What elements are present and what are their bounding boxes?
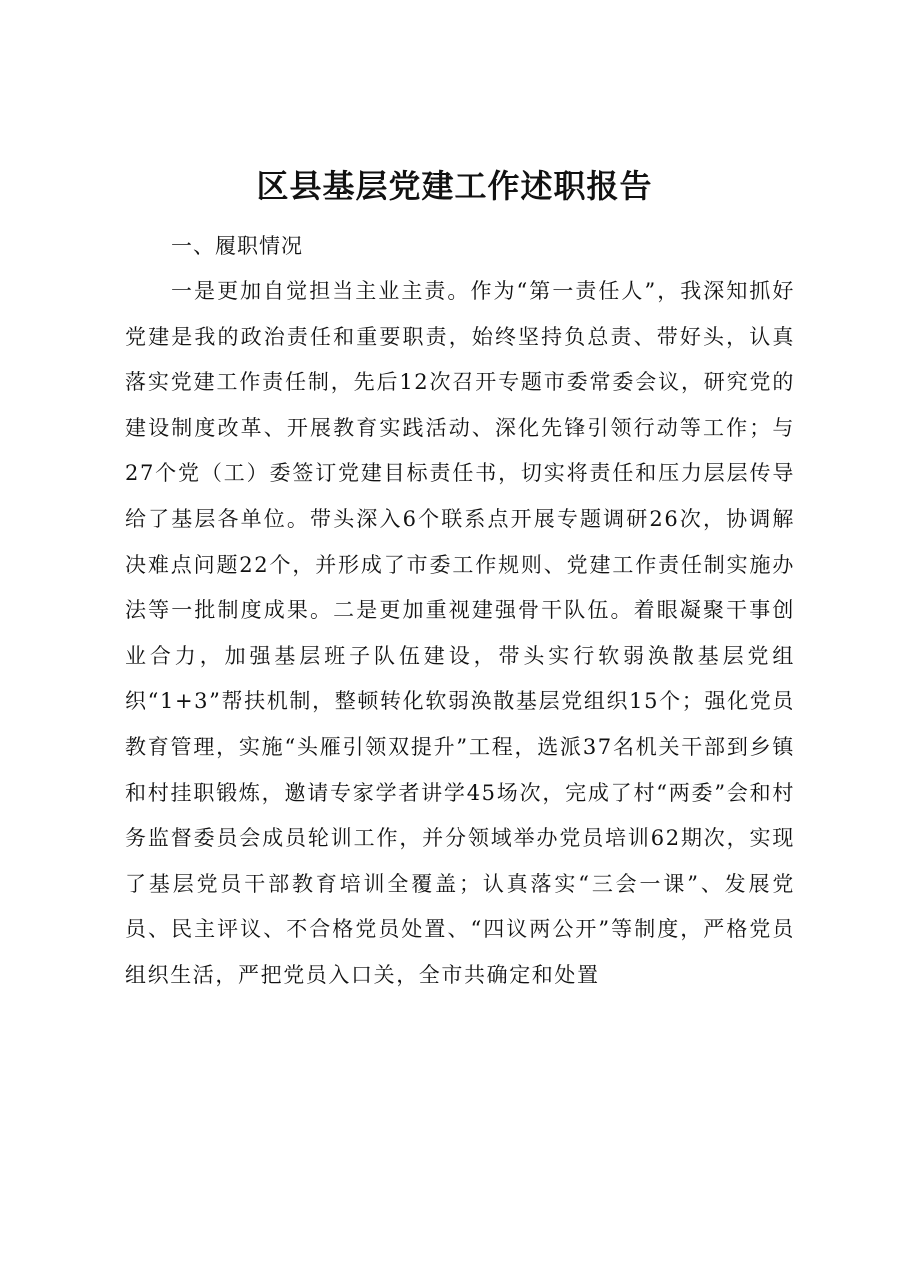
body-paragraph: 一是更加自觉担当主业主责。作为“第一责任人”，我深知抓好党建是我的政治责任和重要职责，始终坚持负总责、带好头，认真落实党建工作责任制，先后12次召开专题市委常委会议，研究党的建设制度改革、开展教育实践活动、深化先锋引领行动等工作；与27个党（工）委签订党建目标责任书，切实将责任和压力层层传导给了基层各单位。带头深入6个联系点开展专题调研26次，协调解决难点问题22个，并形成了市委工作规则、党建工作责任制实施办法等一批制度成果。二是更加重视建强骨干队伍。着眼凝聚干事创业合力，加强基层班子队伍建设，带头实行软弱涣散基层党组织“1+3”帮扶机制，整顿转化软弱涣散基层党组织15个；强化党员教育管理，实施“头雁引领双提升”工程，选派37名机关干部到乡镇和村挂职锻炼，邀请专家学者讲学45场次，完成了村“两委”会和村务监督委员会成员轮训工作，并分领域举办党员培训62期次，实现了基层党员干部教育培训全覆盖；认真落实“三会一课”、发展党员、民主评议、不合格党员处置、“四议两公开”等制度，严格党员组织生活，严把党员入口关，全市共确定和处置 [125, 279, 795, 987]
document-title: 区县基层党建工作述职报告 [256, 167, 653, 205]
section-heading: 一、履职情况 [171, 234, 303, 258]
document-body [125, 224, 795, 999]
